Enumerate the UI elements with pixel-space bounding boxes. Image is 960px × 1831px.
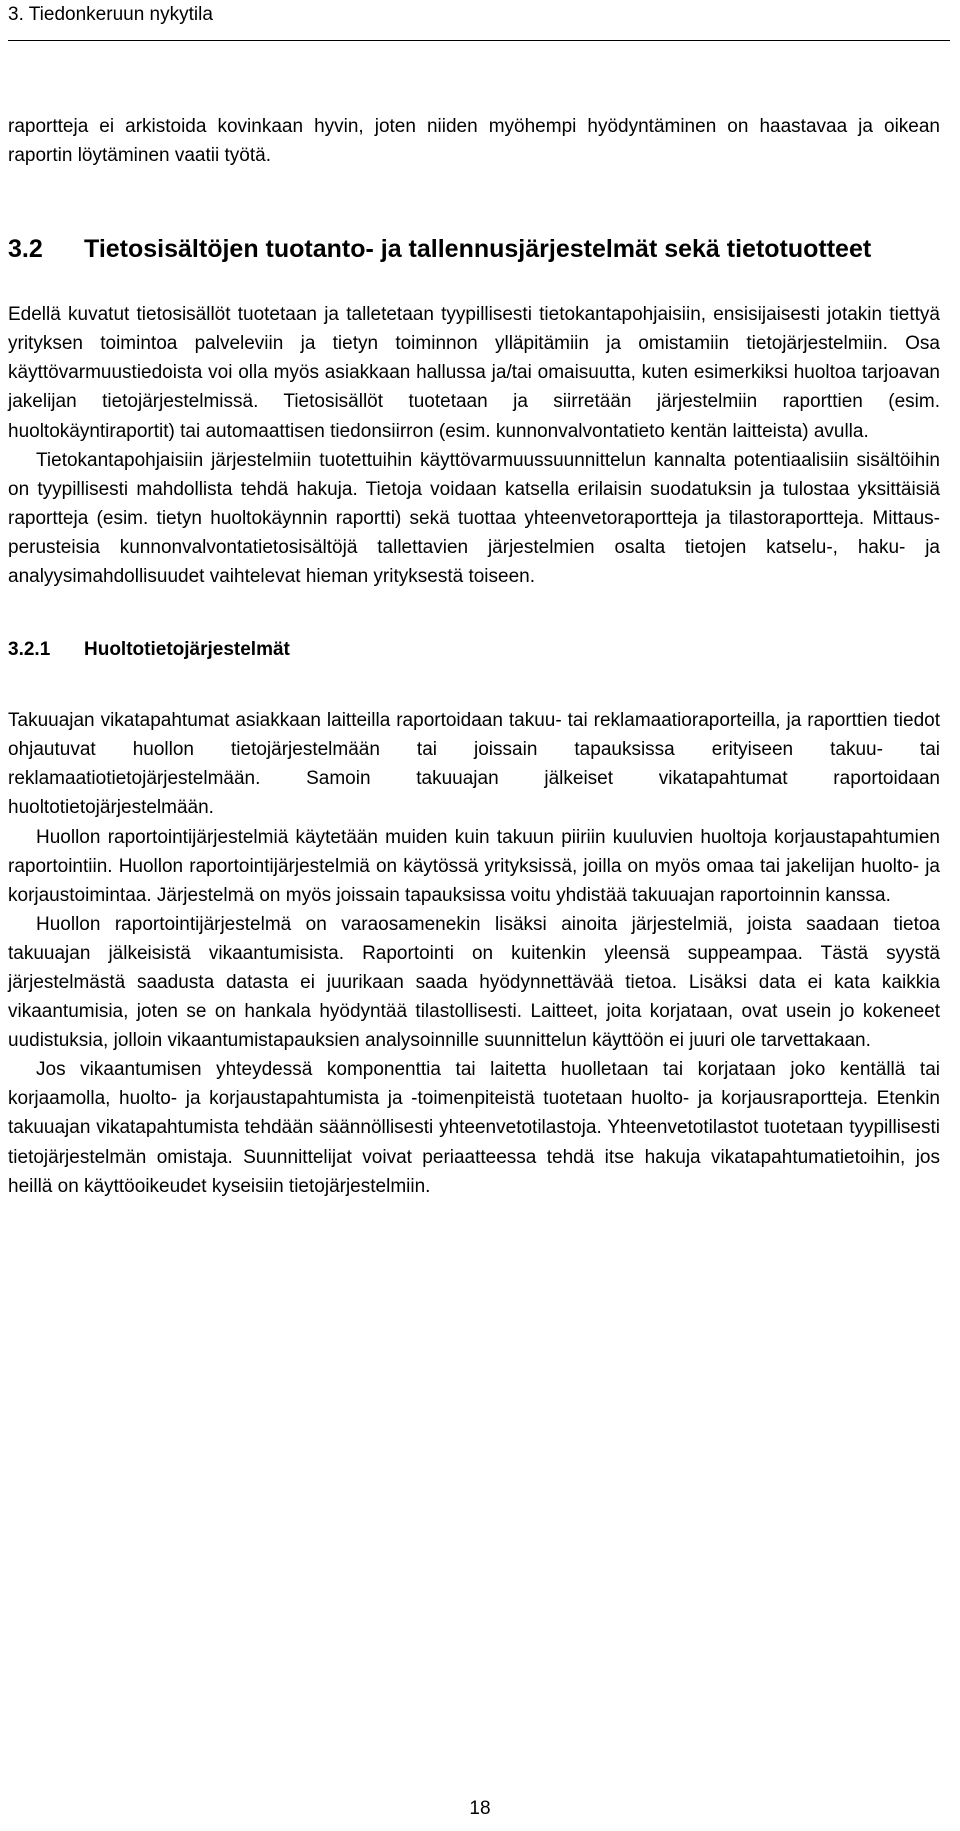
subsection-title: Huoltotietojärjestelmät — [84, 639, 290, 661]
page-number: 18 — [469, 1798, 491, 1819]
section-heading — [8, 233, 940, 265]
subsection-paragraph: Huollon raportointijärjestelmiä käytetään muiden kuin takuun piiriin kuuluvien huoltoja korjaustapahtumien raportointiin. Huollon raportointijärjestelmiä on käytössä yrityksissä, joilla on myös omaa tai jakelijan huolto- ja korjaustoimintaa. Järjestelmä on myös joissain tapauksissa voitu yhdistää takuuajan raportoinnin kanssa. — [8, 826, 940, 906]
subsection-paragraph: Jos vikaantumisen yhteydessä komponenttia tai laitetta huolletaan tai korjataan joko kentällä tai korjaamolla, huolto- ja korjaustapahtumista ja -toimenpiteistä tuotetaan huolto- ja korjausraportteja. Etenkin takuuajan vikatapahtumista tehdään säännöllisesti yhteenvetotilastoja. Yhteenvetotilastot tuotetaan tyypillisesti tietojärjestelmän omistaja. Suunnittelijat voivat periaatteessa tehdä itse hakuja vikatapahtumatietoihin, jos heillä on käyttöoikeudet kyseisiin tietojärjestelmiin. — [8, 1059, 940, 1197]
section-paragraph: Edellä kuvatut tietosisällöt tuotetaan ja talletetaan tyypillisesti tietokantapohjaisiin, ensisijaisesti jotakin tiettyä yrityksen toimintoa palveleviin ja tietyn toiminnon ylläpitämiin ja omistamiin tietojärjestelmiin. Osa käyttövarmuustiedoista voi olla myös asiakkaan hallussa ja/tai omaisuutta, kuten esimerkiksi huoltoa tarjoavan jakelijan tietojärjestelmissä. Tietosisällöt tuotetaan ja siirretään järjestelmiin raporttien (esim. huoltokäyntiraportit) tai automaattisen tiedonsiirron (esim. kunnonvalvontatieto kentän laitteista) avulla. — [8, 304, 940, 442]
subsection-number: 3.2.1 — [8, 639, 51, 661]
subsection-paragraph: Takuuajan vikatapahtumat asiakkaan laitteilla raportoidaan takuu- tai reklamaatioraporteilla, ja raporttien tiedot ohjautuvat huollon tietojärjestelmään tai joissain tapauksissa erityiseen takuu- tai reklamaatiotietojärjestelmään. Samoin takuuajan jälkeiset vikatapahtumat raportoidaan huoltotietojärjestelmään. — [8, 710, 940, 819]
section-number: 3.2 — [8, 235, 43, 264]
section-paragraph: Tietokantapohjaisiin järjestelmiin tuotettuihin käyttövarmuussuunnittelun kannalta potentiaalisiin sisältöihin on tyypillisesti mahdollista tehdä hakuja. Tietoja voidaan katsella erilaisin suodatuksin ja tulostaa yksittäisiä raportteja (esim. tietyn huoltokäynnin raportti) sekä tuottaa yhteenvetoraportteja ja tilastoraportteja. Mittausperusteisia kunnonvalvontatietosisältöjä tallettavien järjestelmien osalta tietojen katselu-, haku- ja analyysimahdollisuudet vaihtelevat hieman yrityksestä toiseen. — [8, 449, 940, 588]
subsection-heading — [8, 638, 940, 662]
running-header-title: 3. Tiedonkeruun nykytila — [8, 4, 213, 25]
subsection-paragraph: Huollon raportointijärjestelmä on varaosamenekin lisäksi ainoita järjestelmiä, joista saadaan tietoa takuuajan jälkeisistä vikaantumisista. Raportointi on kuitenkin yleensä suppeampaa. Tästä syystä järjestelmästä saadusta datasta ei juurikaan saada hyödynnettävää tietoa. Lisäksi data ei kata kaikkia vikaantumisia, joten se on hankala hyödyntää tilastollisesti. Laitteet, joita korjataan, ovat usein jo kokeneet uudistuksia, jolloin vikaantumistapauksien analysoinnille suunnittelun käyttöön ei juuri ole tarvettakaan. — [8, 913, 940, 1052]
section-title: Tietosisältöjen tuotanto- ja tallennusjärjestelmät sekä tietotuotteet — [84, 235, 872, 264]
running-header — [8, 0, 950, 41]
page-body — [8, 112, 940, 1201]
intro-paragraph: raportteja ei arkistoida kovinkaan hyvin, joten niiden myöhempi hyödyntäminen on haastavaa ja oikean raportin löytäminen vaatii työtä. — [8, 116, 940, 167]
